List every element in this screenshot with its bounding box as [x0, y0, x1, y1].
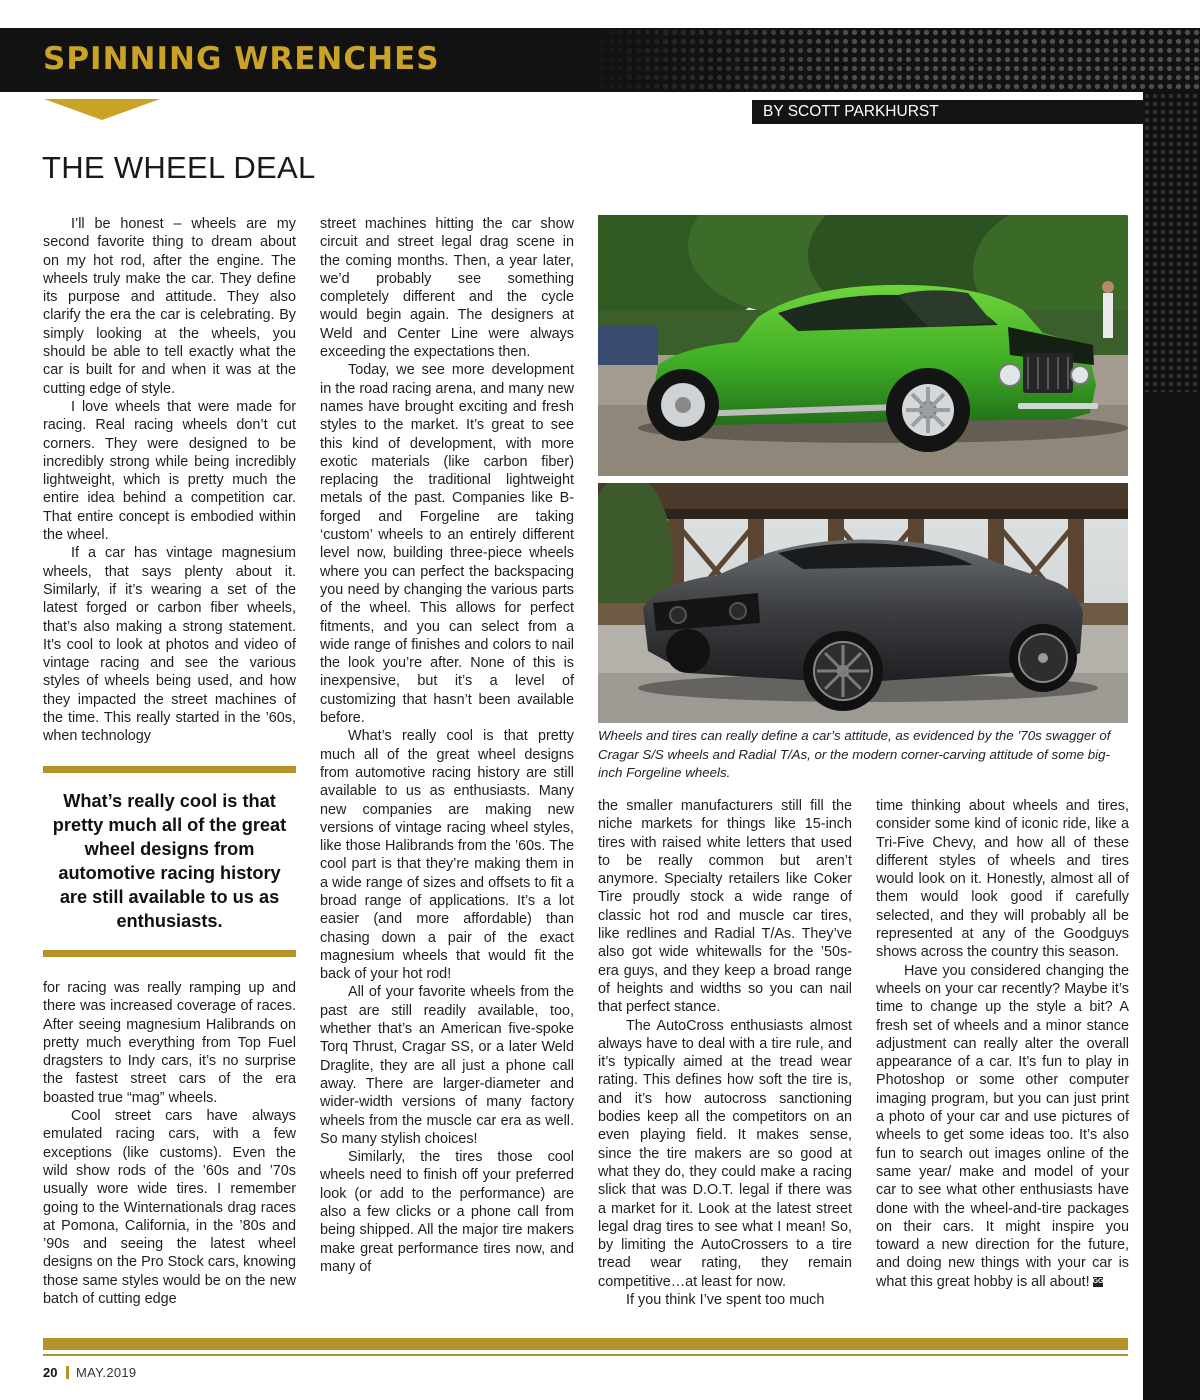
header-triangle-ornament — [44, 99, 160, 120]
paragraph: I love wheels that were made for racing. Real racing wheels don’t cut corners. They were designed to be incredibly strong while being incredibly lightweight, which is pretty much the entire idea behind a competition car. That entire concept is embodied within the wheel. — [43, 398, 296, 544]
footer-rule — [43, 1354, 1128, 1356]
paragraph: the smaller manufacturers still fill the niche markets for things like 15-inch tires with raised white letters that used to be really common but aren’t anymore. Specialty retailers like Coker Tire proudly stock a wide range of classic hot rod and muscle car tires, like redlines and Radial T/As. They’ve also got wide whitewalls for the ’50s-era guys, and they keep a broad range of heights and widths so you can nail that perfect stance. — [598, 798, 852, 1016]
column-3 — [598, 797, 852, 1309]
column-4 — [876, 797, 1129, 1291]
paragraph: I’ll be honest – wheels are my second favorite thing to dream about on my hot rod, after the engine. The wheels truly make the car. They define its purpose and attitude. They also clarify the era the car is celebrating. By simply looking at the wheels, you should be able to tell exactly what the car is built for and when it was at the cutting edge of style. — [43, 216, 296, 397]
footer-separator — [66, 1366, 69, 1379]
paragraph: What’s really cool is that pretty much all of the great wheel designs from automotive racing history are still available to us as enthusiasts. Many new companies are making new versions of vintage racing wheel styles, like those Halibrands from the ’60s. The cool part is that they’re making them in a wide range of sizes and offsets to fit a broad range of applications. It’s a lot easier (and more affordable) than chasing down a pair of the exact magnesium wheels that would fit the back of your hot rod! — [320, 728, 574, 983]
paragraph: If a car has vintage magnesium wheels, that says plenty about it. Similarly, if it’s wearing a set of the latest forged or carbon fiber wheels, that’s also making a strong statement. It’s cool to look at photos and video of vintage racing and see the various styles of wheels being used, and how they impacted the street machines of the time. This really started in the ’60s, when technology — [43, 545, 296, 745]
column-1-top — [43, 215, 296, 746]
paragraph-text: Have you considered changing the wheels on your car recently? Maybe it’s time to change up the style a bit? A fresh set of wheels and a minor stance adjustment can really alter the overall appearance of a car. It’s fun to play in Photoshop or some other computer imaging program, but you can just print a photo of your car and use pictures of wheels to get some ideas too. It’s also fun to search out images online of the same year/ make and model of your car to see what other enthusiasts have done with the wheel-and-tire packages on their cars. It might inspire you toward a new direction for the future, and doing new things with your car is what this great hobby is all about! — [876, 962, 1129, 1290]
page-edge-halftone — [1143, 92, 1200, 392]
paragraph: The AutoCross enthusiasts almost always have to deal with a tire rule, and it’s typically aimed at the tread wear rating. This defines how soft the tire is, and it’s how autocross sanctioning bodies keep all the competitors on an even playing field. It makes sense, since the tire makers are so good at what they do, they could make a racing slick that was D.O.T. legal if there was a market for it. Look at the latest street legal drag tires to see what I mean! So, by limiting the AutoCrossers to a tire tread wear rating, they remain competitive…at least for now. — [598, 1017, 852, 1290]
article-headline: THE WHEEL DEAL — [42, 150, 316, 185]
paragraph: All of your favorite wheels from the past are still readily available, too, whether that’s an American five-spoke Torq Thrust, Cragar SS, or a later Weld Draglite, they are all just a phone call away. There are larger-diameter and wider-width versions of many factory wheels from the muscle car era as well. So many stylish choices! — [320, 984, 574, 1147]
pull-quote-rule-top — [43, 766, 296, 773]
paragraph: Cool street cars have always emulated racing cars, with a few exceptions (like customs). Even the wild show rods of the ’60s and ’70s usually wore wide tires. I remember going to the Winternationals drag races at Pomona, California, in the ’80s and ’90s and seeing the latest wheel designs on the Pro Stock cars, knowing those same styles would be on the new batch of cutting edge — [43, 1108, 296, 1308]
issue-date: MAY.2019 — [76, 1365, 137, 1380]
footer-bar — [43, 1338, 1128, 1350]
paragraph: Today, we see more development in the road racing arena, and many new names have brought exciting and fresh styles to the market. It’s great to see this kind of development, with more exotic materials (like carbon fiber) replacing the traditional lightweight metals of the past. Companies like B-forged and Forgeline are taking ‘custom’ wheels to an entirely different level now, building three-piece wheels where you can perfect the backspacing you need by changing the various parts of the wheel. This allows for perfect fitments, and you can select from a wide range of finishes and colors to nail the look you’re after. None of this is inexpensive, but it’s a level of customizing that hasn’t been available before. — [320, 362, 574, 727]
halftone-pattern — [580, 28, 1200, 92]
paragraph: street machines hitting the car show circuit and street legal drag scene in the coming months. Then, a year later, we’d probably see something completely different and the cycle would begin again. The designers at Weld and Center Line were always exceeding the expectations then. — [320, 216, 574, 361]
pull-quote-rule-bottom — [43, 950, 296, 957]
photo-caption: Wheels and tires can really define a car’s attitude, as evidenced by the ’70s swagger of Cragar S/S wheels and Radial T/As, or the modern corner-carving attitude of some big-inch Forgeline wheels. — [598, 728, 1111, 780]
paragraph: for racing was really ramping up and there was increased coverage of races. After seeing magnesium Halibrands on pretty much everything from Top Fuel dragsters to Indy cars, it’s no surprise the fastest street cars of the era boasted true “mag” wheels. — [43, 980, 296, 1106]
pull-quote: What’s really cool is that pretty much all of the great wheel designs from automotive racing history are still available to us as enthusiasts. — [52, 791, 287, 931]
column-2 — [320, 215, 574, 1276]
paragraph — [876, 962, 1129, 1291]
paragraph: Similarly, the tires those cool wheels need to finish off your preferred look (or add to the performance) are also a few clicks or a phone call from being shipped. All the major tire makers make great performance tires now, and many of — [320, 1149, 574, 1275]
photo-gray-camaro — [598, 483, 1128, 723]
section-header — [0, 28, 1200, 92]
column-1-bottom — [43, 979, 296, 1308]
byline: BY SCOTT PARKHURST — [752, 100, 1143, 124]
photo-green-camaro — [598, 215, 1128, 476]
end-of-article-mark: GG — [1092, 1277, 1104, 1285]
section-title: SPINNING WRENCHES — [43, 41, 440, 77]
page-number: 20 — [43, 1365, 58, 1380]
paragraph: If you think I’ve spent too much — [626, 1292, 825, 1309]
paragraph: time thinking about wheels and tires, consider some kind of iconic ride, like a Tri-Five Chevy, and how all of these different styles of wheels and tires would look on it. Honestly, almost all of them would look good if carefully selected, and they will probably all be represented at any of the Goodguys shows across the country this season. — [876, 798, 1129, 961]
